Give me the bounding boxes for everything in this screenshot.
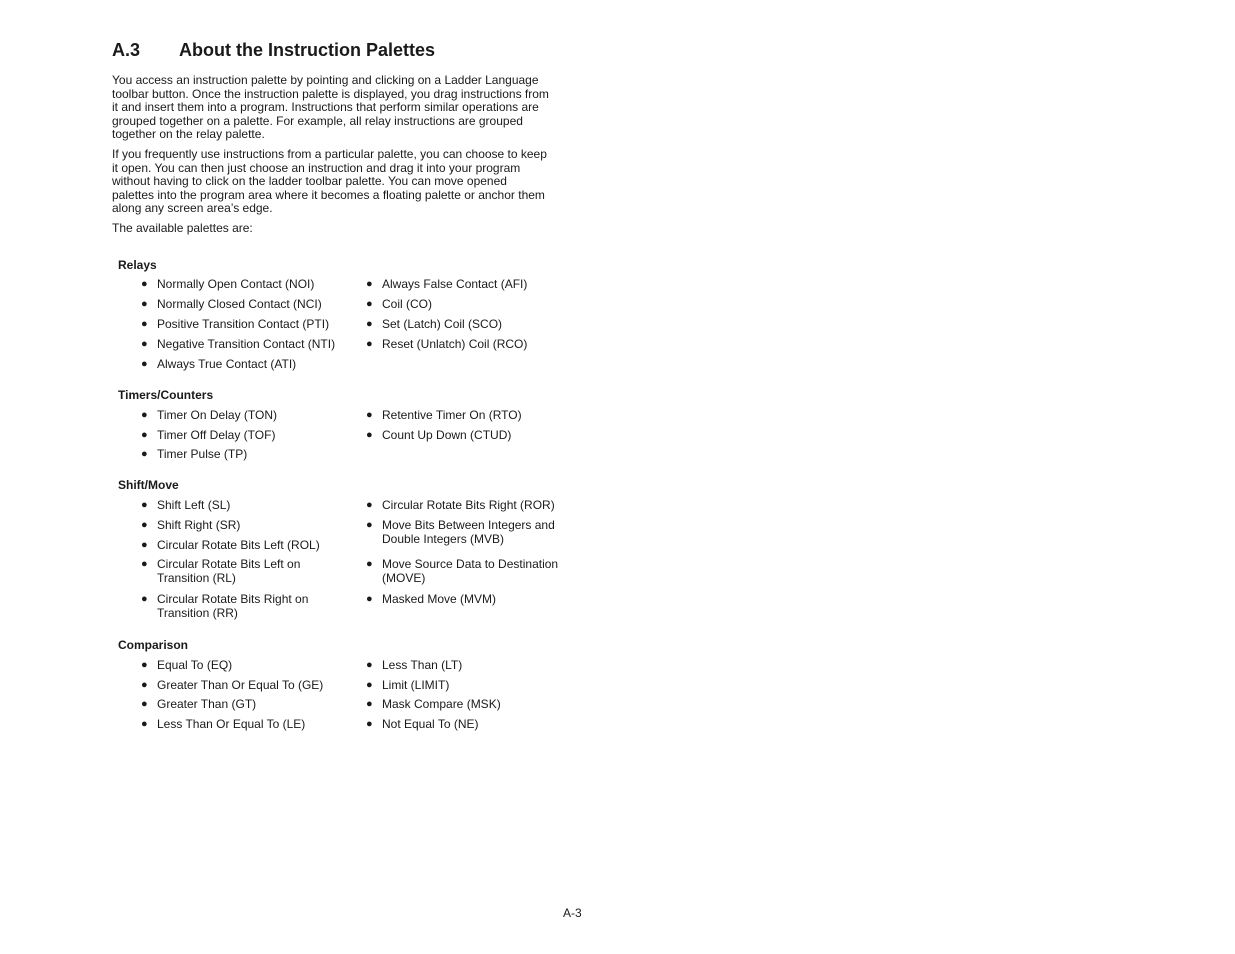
list-item xyxy=(366,658,566,672)
list-item-label: Set (Latch) Coil (SCO) xyxy=(382,317,503,331)
bullet-icon: ● xyxy=(141,698,148,710)
bullet-icon: ● xyxy=(141,358,148,370)
list-item-label: Equal To (EQ) xyxy=(157,658,233,672)
bullet-icon: ● xyxy=(141,409,148,421)
list-item xyxy=(366,518,566,546)
bullet-icon: ● xyxy=(366,278,373,290)
category-title-comparison: Comparison xyxy=(118,638,189,652)
bullet-icon: ● xyxy=(141,298,148,310)
bullet-icon: ● xyxy=(366,519,373,531)
list-item-label: Coil (CO) xyxy=(382,297,432,311)
list-item xyxy=(366,277,566,291)
list-item xyxy=(366,717,566,731)
list-item xyxy=(366,498,566,512)
bullet-icon: ● xyxy=(141,318,148,330)
list-item-label: Not Equal To (NE) xyxy=(382,717,479,731)
bullet-icon: ● xyxy=(366,318,373,330)
list-item xyxy=(366,697,566,711)
bullet-icon: ● xyxy=(141,679,148,691)
list-item-label: Positive Transition Contact (PTI) xyxy=(157,317,330,331)
bullet-icon: ● xyxy=(366,338,373,350)
palettes-intro-line: The available palettes are: xyxy=(112,221,253,235)
list-item-label: Always True Contact (ATI) xyxy=(157,357,297,371)
list-item xyxy=(141,678,341,692)
bullet-icon: ● xyxy=(141,718,148,730)
list-item-label: Timer On Delay (TON) xyxy=(157,408,278,422)
list-item-label: Circular Rotate Bits Left on Transition (RL) xyxy=(157,557,301,585)
bullet-icon: ● xyxy=(366,298,373,310)
palette-usage-paragraph: If you frequently use instructions from a particular palette, you can choose to keep it open. You can then just choose an instruction and drag it into your program without having to click on the ladder toolbar palette. You can move opened palettes into the program area where it becomes a floating palette or anchor them along any screen area’s edge. xyxy=(112,147,547,216)
list-item-label: Timer Off Delay (TOF) xyxy=(157,428,276,442)
intro-paragraph: You access an instruction palette by pointing and clicking on a Ladder Language toolbar button. Once the instruction palette is displayed, you drag instructions from it and insert them into a program. Instructions that perform similar operations are grouped together on a palette. For example, all relay instructions are grouped together on the relay palette. xyxy=(112,73,549,142)
list-item xyxy=(366,557,566,585)
list-item-label: Limit (LIMIT) xyxy=(382,678,450,692)
list-item-label: Always False Contact (AFI) xyxy=(382,277,528,291)
list-item xyxy=(141,697,341,711)
bullet-icon: ● xyxy=(141,659,148,671)
list-item xyxy=(141,717,341,731)
category-title-timers-counters: Timers/Counters xyxy=(118,388,214,402)
list-item xyxy=(366,592,566,606)
list-item-label: Less Than (LT) xyxy=(382,658,463,672)
bullet-icon: ● xyxy=(141,338,148,350)
bullet-icon: ● xyxy=(141,519,148,531)
list-item-label: Timer Pulse (TP) xyxy=(157,447,248,461)
list-item-label: Circular Rotate Bits Left (ROL) xyxy=(157,538,320,552)
list-item-label: Normally Open Contact (NOI) xyxy=(157,277,315,291)
list-item-label: Count Up Down (CTUD) xyxy=(382,428,512,442)
list-item xyxy=(141,658,341,672)
list-item-label: Greater Than (GT) xyxy=(157,697,257,711)
list-item xyxy=(141,557,341,585)
category-title-shift-move: Shift/Move xyxy=(118,478,179,492)
section-number: A.3 xyxy=(112,40,141,60)
bullet-icon: ● xyxy=(141,499,148,511)
list-item-label: Shift Right (SR) xyxy=(157,518,241,532)
list-item xyxy=(141,337,341,351)
list-item xyxy=(366,428,566,442)
list-item-label: Circular Rotate Bits Right on Transition (RR) xyxy=(157,592,309,620)
list-item-label: Less Than Or Equal To (LE) xyxy=(157,717,306,731)
bullet-icon: ● xyxy=(141,539,148,551)
list-item-label: Move Source Data to Destination (MOVE) xyxy=(382,557,559,585)
bullet-icon: ● xyxy=(141,558,148,570)
bullet-icon: ● xyxy=(141,593,148,605)
list-item xyxy=(141,447,341,461)
bullet-icon: ● xyxy=(366,698,373,710)
list-item-label: Normally Closed Contact (NCI) xyxy=(157,297,322,311)
bullet-icon: ● xyxy=(366,499,373,511)
bullet-icon: ● xyxy=(366,593,373,605)
list-item-label: Greater Than Or Equal To (GE) xyxy=(157,678,324,692)
list-item xyxy=(366,408,566,422)
bullet-icon: ● xyxy=(141,448,148,460)
list-item xyxy=(141,428,341,442)
list-item-label: Masked Move (MVM) xyxy=(382,592,497,606)
category-title-relays: Relays xyxy=(118,258,157,272)
section-heading xyxy=(112,38,435,62)
list-item-label: Circular Rotate Bits Right (ROR) xyxy=(382,498,555,512)
list-item xyxy=(366,317,566,331)
list-item xyxy=(141,518,341,532)
bullet-icon: ● xyxy=(366,718,373,730)
bullet-icon: ● xyxy=(366,429,373,441)
section-title: About the Instruction Palettes xyxy=(179,40,436,60)
bullet-icon: ● xyxy=(141,278,148,290)
list-item-label: Retentive Timer On (RTO) xyxy=(382,408,522,422)
list-item xyxy=(366,297,566,311)
page-number: A-3 xyxy=(563,906,582,920)
list-item-label: Reset (Unlatch) Coil (RCO) xyxy=(382,337,528,351)
list-item xyxy=(141,277,341,291)
bullet-icon: ● xyxy=(366,558,373,570)
list-item xyxy=(141,408,341,422)
list-item xyxy=(141,592,341,620)
list-item-label: Move Bits Between Integers and Double Integers (MVB) xyxy=(382,518,555,546)
list-item-label: Negative Transition Contact (NTI) xyxy=(157,337,336,351)
list-item-label: Mask Compare (MSK) xyxy=(382,697,501,711)
list-item-label: Shift Left (SL) xyxy=(157,498,231,512)
bullet-icon: ● xyxy=(366,659,373,671)
bullet-icon: ● xyxy=(141,429,148,441)
list-item xyxy=(141,357,341,371)
list-item xyxy=(141,297,341,311)
list-item xyxy=(366,337,566,351)
bullet-icon: ● xyxy=(366,409,373,421)
bullet-icon: ● xyxy=(366,679,373,691)
list-item xyxy=(141,498,341,512)
list-item xyxy=(141,538,341,552)
list-item xyxy=(141,317,341,331)
list-item xyxy=(366,678,566,692)
